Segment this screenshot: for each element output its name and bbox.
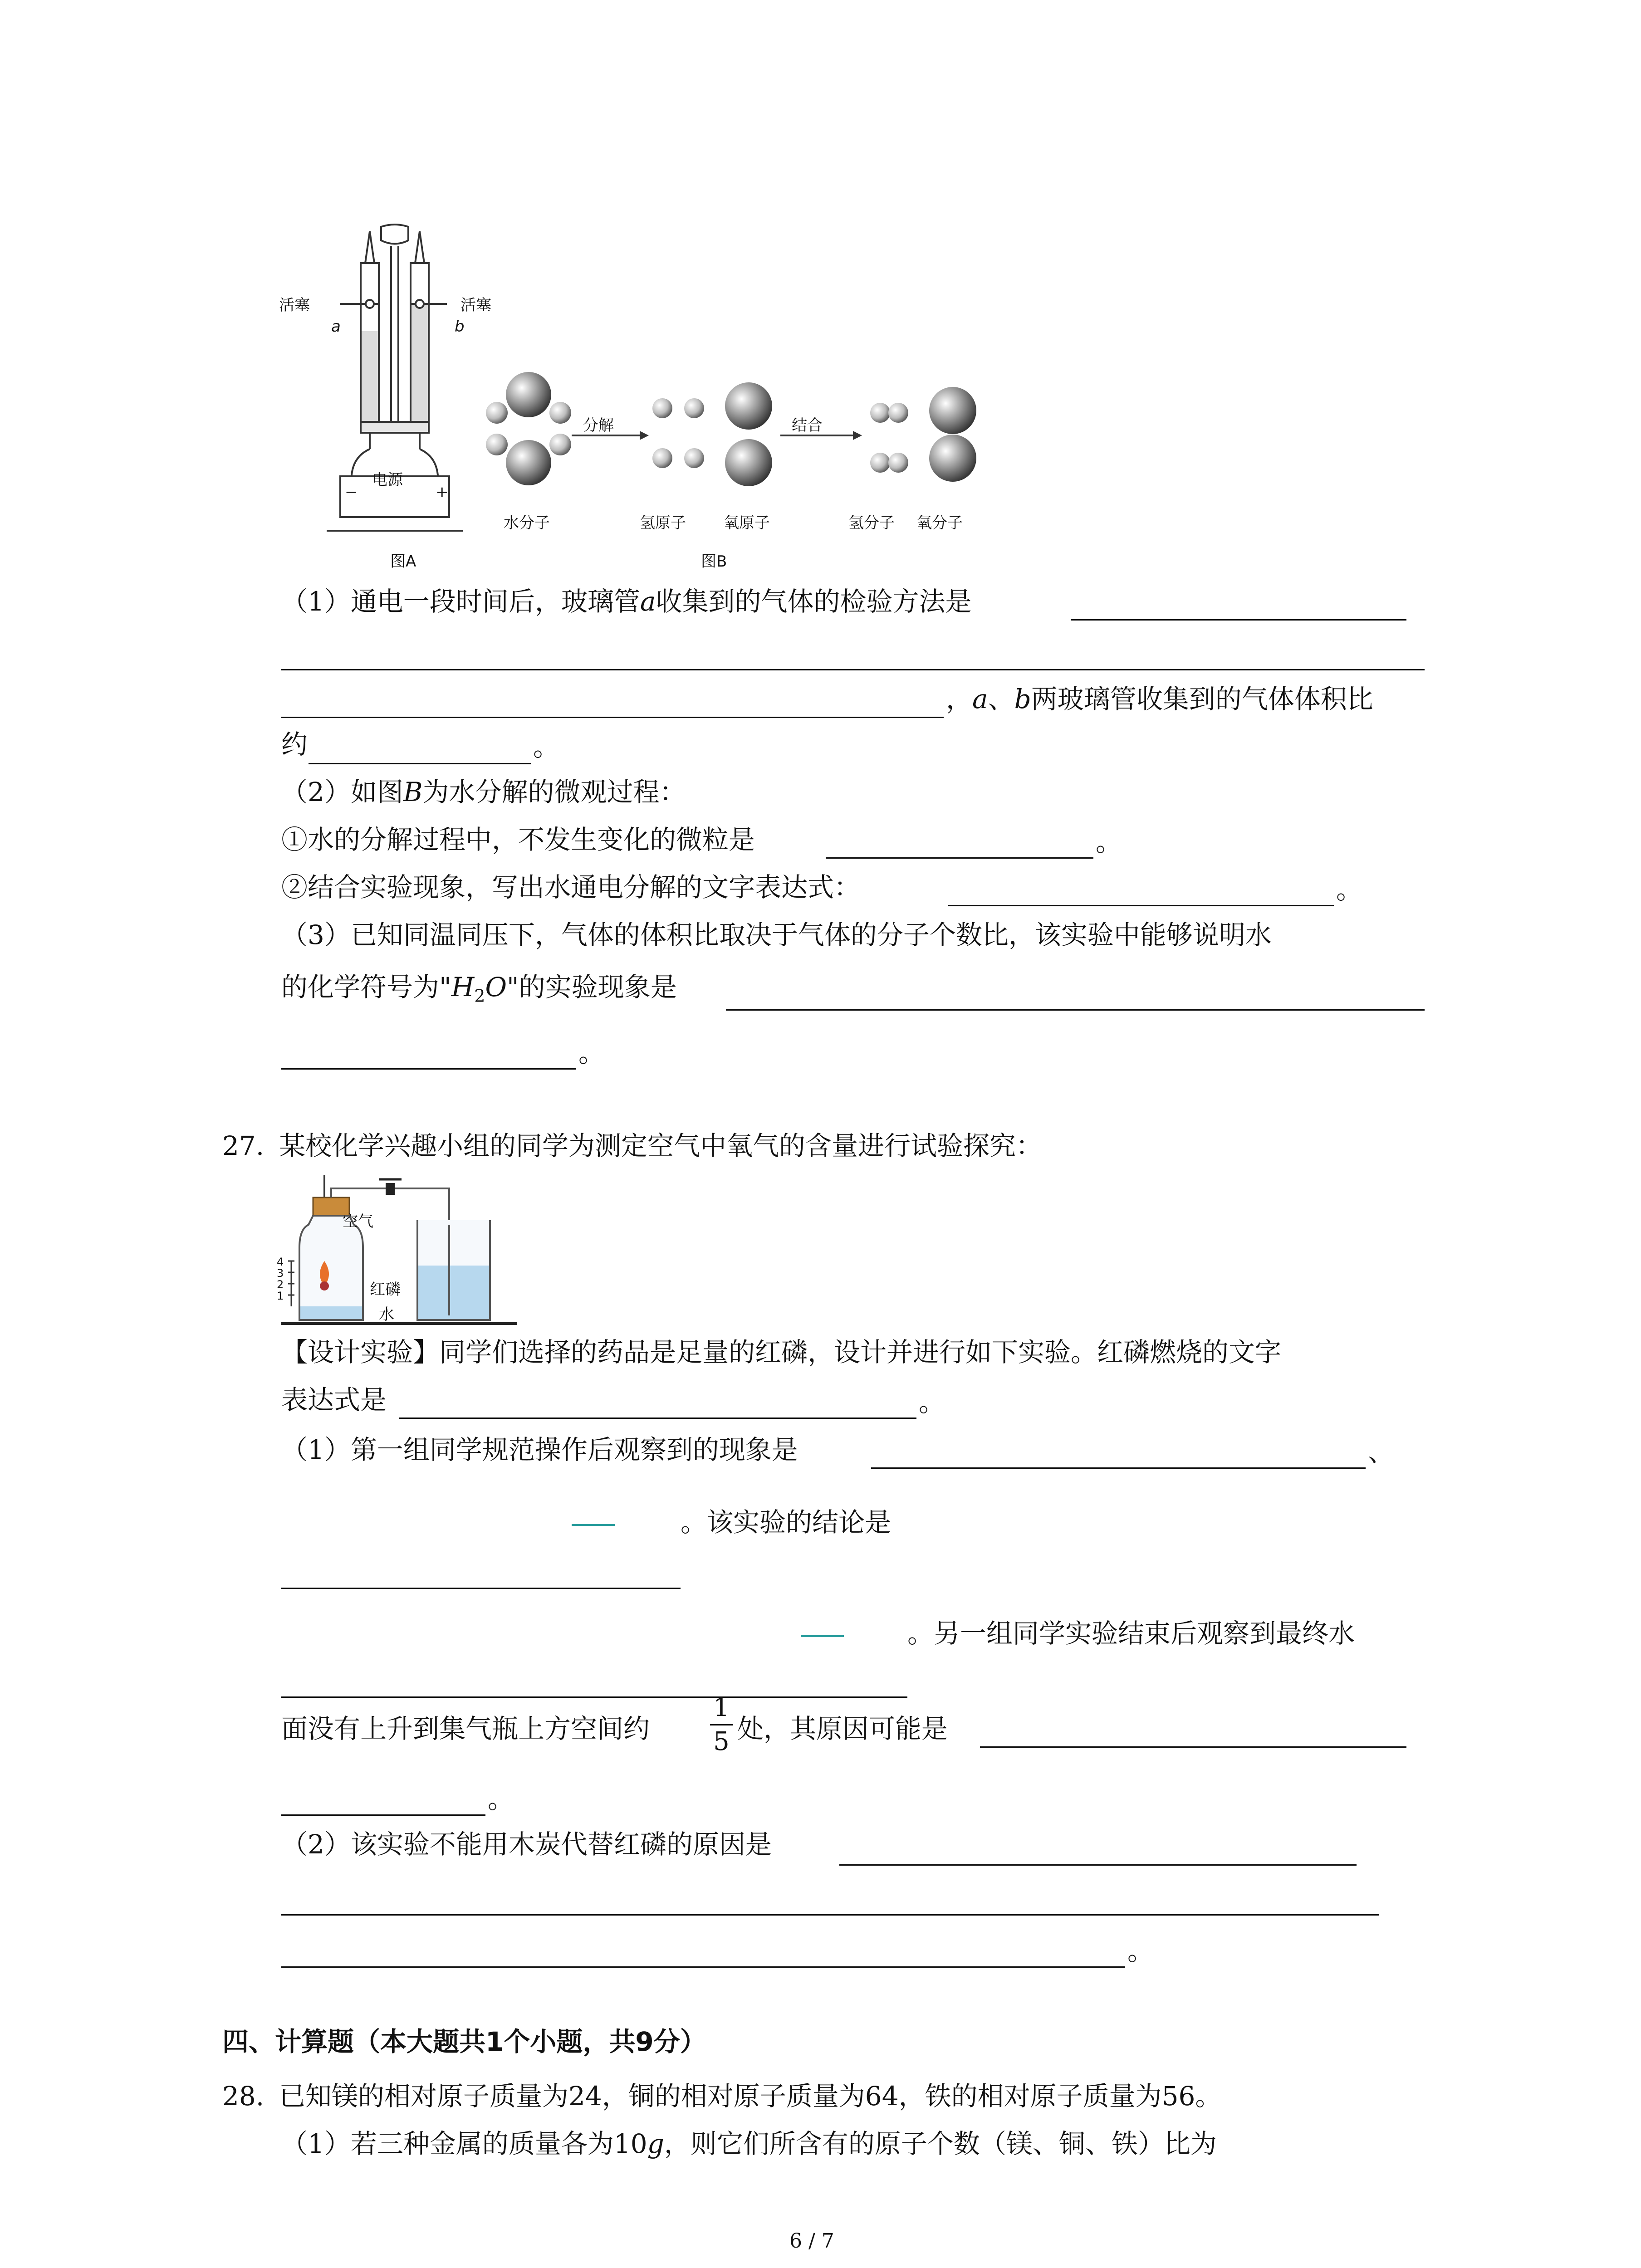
- tube-b-label: b: [455, 318, 465, 336]
- q26-part2-line2-end: 。: [1096, 826, 1122, 857]
- fig27-air-label: 空气: [343, 1212, 373, 1231]
- oxygen-molecule-label: 氧分子: [916, 514, 963, 532]
- q27-answer-blank-5[interactable]: [980, 1746, 1406, 1748]
- q27-answer-blank-1[interactable]: [399, 1418, 916, 1419]
- fig27-scale-labels: 4 3 2 1: [277, 1256, 284, 1302]
- q26-part1-line4: 约: [281, 729, 308, 760]
- q27-answer-blank-8[interactable]: [281, 1914, 1379, 1916]
- q27-stem: 某校化学兴趣小组的同学为测定空气中氧气的含量进行试验探究：: [279, 1130, 1043, 1161]
- q27-part1-line3: 。另一组同学实验结束后观察到最终水: [907, 1618, 1355, 1649]
- figure-27-oxygen-apparatus: [281, 1170, 517, 1338]
- q27-design-line2: 表达式是: [281, 1384, 387, 1415]
- q26-part1-line1: （1）通电一段时间后，玻璃管a收集到的气体的检验方法是: [281, 586, 972, 617]
- q26-part2-line3: ②结合实验现象，写出水通电分解的文字表达式：: [281, 872, 861, 903]
- q26-answer-blank-4[interactable]: [309, 763, 531, 764]
- q27-part1-line4-b: 处，其原因可能是: [737, 1713, 948, 1744]
- q27-part1-line4: 面没有上升到集气瓶上方空间约: [281, 1713, 650, 1744]
- water-molecule-top: [486, 372, 571, 424]
- stopcock-left-label: 活塞: [279, 296, 310, 314]
- page-number: 6 / 7: [789, 2229, 834, 2253]
- q26-part2-line3-end: 。: [1336, 874, 1363, 905]
- hydrogen-molecule-label: 氢分子: [848, 514, 895, 532]
- q26-part3-line2: 的化学符号为"$H_2O$"的实验现象是: [281, 972, 677, 1006]
- fig27-water-label: 水: [379, 1305, 394, 1324]
- q26-answer-blank-5[interactable]: [826, 857, 1093, 859]
- arrow-decompose-label: 分解: [583, 416, 614, 435]
- q27-part1-line5-end: 。: [488, 1784, 514, 1814]
- water-molecule-label: 水分子: [504, 514, 550, 532]
- q27-number: 27.: [222, 1130, 265, 1161]
- q26-part2-line1: （2）如图B为水分解的微观过程：: [281, 777, 686, 807]
- stopcock-right-label: 活塞: [460, 296, 491, 314]
- plus-terminal-label: +: [436, 483, 449, 501]
- q28-number: 28.: [222, 2081, 265, 2112]
- q26-part1-line3: ，a、b两玻璃管收集到的气体体积比: [946, 684, 1373, 714]
- figure-a-electrolysis-apparatus: [272, 213, 472, 576]
- q26-answer-blank-6[interactable]: [948, 905, 1334, 906]
- q27-part1-line1-end: 、: [1368, 1437, 1395, 1467]
- q27-teal-mark-2: [801, 1635, 844, 1637]
- q28-stem: 已知镁的相对原子质量为24，铜的相对原子质量为64，铁的相对原子质量为56。: [279, 2081, 1222, 2112]
- tube-a-label: a: [331, 318, 341, 336]
- q26-answer-blank-2[interactable]: [281, 669, 1425, 670]
- q27-answer-blank-3[interactable]: [281, 1588, 681, 1589]
- q27-design-line2-end: 。: [919, 1387, 945, 1418]
- power-supply-label: 电源: [372, 471, 403, 489]
- figure-b-molecule-diagram: [481, 363, 989, 508]
- q26-answer-blank-7[interactable]: [726, 1009, 1425, 1011]
- figure-b-caption: 图B: [701, 552, 727, 571]
- q27-part2-line1: （2）该实验不能用木炭代替红磷的原因是: [281, 1829, 772, 1860]
- figure-a-caption: 图A: [390, 552, 416, 571]
- q27-answer-blank-4[interactable]: [281, 1696, 907, 1698]
- q26-answer-blank-3[interactable]: [281, 717, 944, 718]
- minus-terminal-label: −: [345, 483, 358, 501]
- fig27-red-phosphorus-label: 红磷: [370, 1281, 401, 1299]
- q27-design-line1: 【设计实验】同学们选择的药品是足量的红磷，设计并进行如下实验。红磷燃烧的文字: [281, 1337, 1282, 1368]
- q28-part1: （1）若三种金属的质量各为10g，则它们所含有的原子个数（镁、铜、铁）比为: [281, 2128, 1217, 2159]
- section-4-title: 四、计算题（本大题共1个小题，共9分）: [222, 2026, 706, 2057]
- q26-answer-blank-8[interactable]: [281, 1068, 576, 1070]
- q27-answer-blank-6[interactable]: [281, 1814, 485, 1816]
- q26-part2-line2: ①水的分解过程中，不发生变化的微粒是: [281, 824, 755, 855]
- q27-answer-blank-9[interactable]: [281, 1966, 1125, 1968]
- q26-part3-line1: （3）已知同温同压下，气体的体积比取决于气体的分子个数比，该实验中能够说明水: [281, 919, 1272, 950]
- q27-part1-line2: 。该实验的结论是: [681, 1507, 892, 1538]
- hydrogen-atom-label: 氢原子: [640, 514, 686, 532]
- q27-part2-line3-end: 。: [1127, 1936, 1154, 1966]
- q26-answer-blank-1[interactable]: [1071, 619, 1406, 621]
- water-molecule-bottom: [486, 434, 571, 485]
- q26-part1-line4-end: 。: [533, 731, 560, 762]
- arrow-combine-label: 结合: [792, 416, 823, 435]
- fraction-one-fifth: 1 5: [710, 1694, 733, 1755]
- oxygen-atom-label: 氧原子: [724, 514, 770, 532]
- q27-answer-blank-2[interactable]: [871, 1467, 1366, 1469]
- q27-teal-mark-1: [572, 1524, 615, 1526]
- q27-answer-blank-7[interactable]: [839, 1864, 1357, 1866]
- q27-part1-line1: （1）第一组同学规范操作后观察到的现象是: [281, 1434, 798, 1465]
- q26-part3-line3-end: 。: [578, 1037, 605, 1068]
